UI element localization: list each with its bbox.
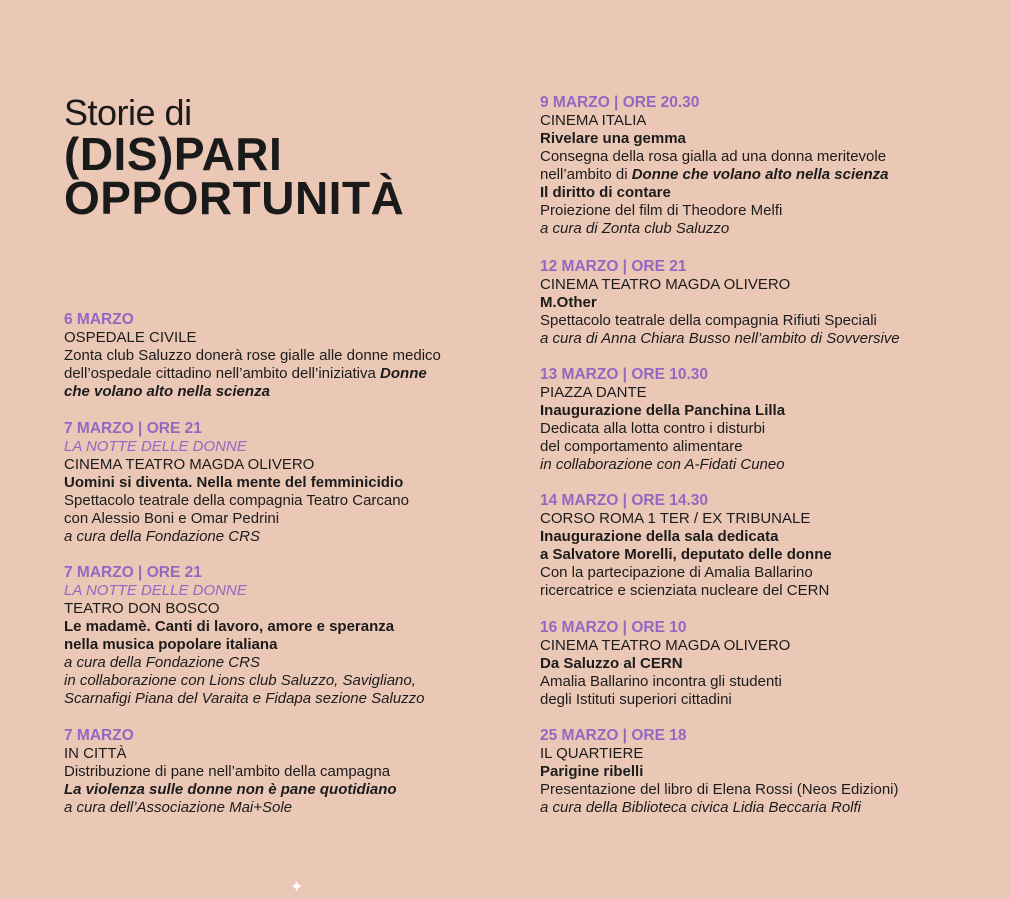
event-text: Zonta club Saluzzo donerà rose gialle alle donne medico [64, 347, 441, 364]
event-7-marzo-citta [64, 727, 524, 817]
event-text-part: nell’ambito di [540, 166, 632, 183]
event-credit: in collaborazione con A-Fidati Cuneo [540, 456, 785, 473]
event-date: 16 MARZO | ORE 10 [540, 619, 687, 636]
event-text: Amalia Ballarino incontra gli studenti [540, 673, 782, 690]
event-subtitle: LA NOTTE DELLE DONNE [64, 582, 247, 599]
event-16-marzo [540, 619, 1000, 709]
event-text: del comportamento alimentare [540, 438, 743, 455]
event-highlight: La violenza sulle donne non è pane quotidiano [64, 781, 397, 798]
event-show-title: Il diritto di contare [540, 184, 671, 201]
sparkle-star-icon: ✦ [290, 879, 304, 896]
event-show-title: Uomini si diventa. Nella mente del femminicidio [64, 474, 404, 491]
event-12-marzo [540, 258, 1000, 348]
event-show-title: nella musica popolare italiana [64, 636, 278, 653]
event-date: 12 MARZO | ORE 21 [540, 258, 687, 275]
event-credit: a cura di Zonta club Saluzzo [540, 220, 730, 237]
event-credit: Scarnafigi Piana del Varaita e Fidapa sezione Saluzzo [64, 690, 425, 707]
event-text: Spettacolo teatrale della compagnia Rifiuti Speciali [540, 312, 877, 329]
event-show-title: Inaugurazione della Panchina Lilla [540, 402, 786, 419]
event-credit: a cura della Fondazione CRS [64, 654, 260, 671]
event-text: Distribuzione di pane nell’ambito della campagna [64, 763, 391, 780]
event-14-marzo [540, 492, 1000, 600]
event-credit: a cura dell’Associazione Mai+Sole [64, 799, 293, 816]
title-line-1: Storie di [64, 92, 192, 133]
event-date: 25 MARZO | ORE 18 [540, 727, 687, 744]
title-line-3: OPPORTUNITÀ [64, 172, 405, 224]
event-show-title: Inaugurazione della sala dedicata [540, 528, 779, 545]
event-text: ricercatrice e scienziata nucleare del CERN [540, 582, 830, 599]
event-place: TEATRO DON BOSCO [64, 600, 220, 617]
event-text: Dedicata alla lotta contro i disturbi [540, 420, 766, 437]
event-show-title: Le madamè. Canti di lavoro, amore e speranza [64, 618, 395, 635]
event-place: IN CITTÀ [64, 745, 127, 762]
event-place: IL QUARTIERE [540, 745, 644, 762]
event-9-marzo [540, 94, 1000, 238]
event-show-title: Parigine ribelli [540, 763, 644, 780]
event-13-marzo [540, 366, 1000, 474]
event-credit: a cura della Biblioteca civica Lidia Beccaria Rolfi [540, 799, 861, 816]
event-7-marzo-carcano [64, 420, 524, 546]
event-place: CINEMA TEATRO MAGDA OLIVERO [540, 276, 791, 293]
event-credit: a cura della Fondazione CRS [64, 528, 260, 545]
event-text [64, 365, 524, 383]
event-7-marzo-don-bosco [64, 564, 524, 708]
event-show-title: M.Other [540, 294, 597, 311]
event-place: CINEMA TEATRO MAGDA OLIVERO [64, 456, 315, 473]
event-text: con Alessio Boni e Omar Pedrini [64, 510, 280, 527]
event-6-marzo [64, 311, 524, 401]
event-text: degli Istituti superiori cittadini [540, 691, 732, 708]
event-text [540, 166, 1000, 184]
event-text: Consegna della rosa gialla ad una donna meritevole [540, 148, 887, 165]
event-date: 6 MARZO [64, 311, 134, 328]
event-place: PIAZZA DANTE [540, 384, 647, 401]
event-place: CINEMA TEATRO MAGDA OLIVERO [540, 637, 791, 654]
event-date: 7 MARZO | ORE 21 [64, 420, 202, 437]
event-text: Presentazione del libro di Elena Rossi (Neos Edizioni) [540, 781, 899, 798]
event-date: 7 MARZO | ORE 21 [64, 564, 202, 581]
event-date: 13 MARZO | ORE 10.30 [540, 366, 709, 383]
event-place: CORSO ROMA 1 TER / EX TRIBUNALE [540, 510, 811, 527]
title-line-2: (DIS)PARI [64, 128, 283, 180]
event-place: OSPEDALE CIVILE [64, 329, 197, 346]
event-place: CINEMA ITALIA [540, 112, 647, 129]
event-text: Spettacolo teatrale della compagnia Teatro Carcano [64, 492, 409, 509]
event-highlight: Donne [380, 365, 427, 382]
event-date: 9 MARZO | ORE 20.30 [540, 94, 700, 111]
event-date: 14 MARZO | ORE 14.30 [540, 492, 709, 509]
event-show-title: Rivelare una gemma [540, 130, 686, 147]
event-credit: in collaborazione con Lions club Saluzzo, Savigliano, [64, 672, 416, 689]
event-date: 7 MARZO [64, 727, 134, 744]
event-text: Con la partecipazione di Amalia Ballarino [540, 564, 813, 581]
poster-title [64, 92, 405, 224]
event-subtitle: LA NOTTE DELLE DONNE [64, 438, 247, 455]
event-highlight: Donne che volano alto nella scienza [631, 166, 889, 183]
event-25-marzo [540, 727, 1000, 817]
event-show-title: a Salvatore Morelli, deputato delle donne [540, 546, 832, 563]
event-highlight: che volano alto nella scienza [64, 383, 270, 400]
event-show-title: Da Saluzzo al CERN [540, 655, 683, 672]
event-text-part: dell’ospedale cittadino nell’ambito dell’iniziativa [64, 365, 381, 382]
event-text: Proiezione del film di Theodore Melfi [540, 202, 783, 219]
event-credit: a cura di Anna Chiara Busso nell’ambito di Sovversive [540, 330, 900, 347]
